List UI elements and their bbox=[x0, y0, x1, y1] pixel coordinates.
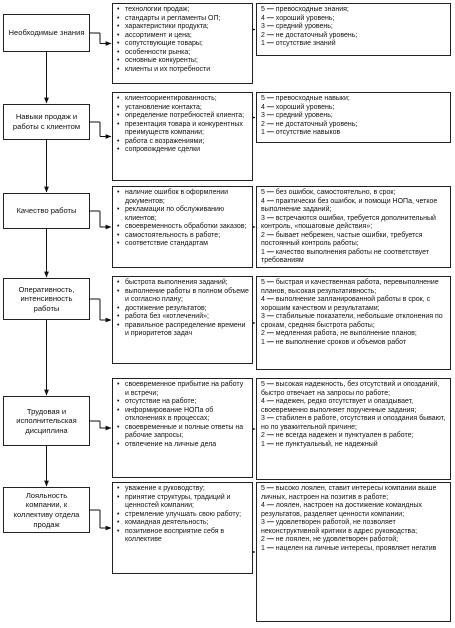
level-item bbox=[261, 189, 447, 198]
levels-box bbox=[256, 482, 451, 622]
level-dash: — bbox=[264, 95, 276, 102]
level-item bbox=[261, 296, 447, 313]
level-item bbox=[261, 232, 447, 249]
level-item bbox=[261, 502, 447, 519]
level-dash: — bbox=[264, 112, 276, 120]
level-item bbox=[261, 398, 447, 415]
level-item bbox=[261, 104, 447, 113]
level-item bbox=[261, 15, 447, 24]
level-score: 4 bbox=[261, 296, 265, 304]
indicator-item: • своевременные и полные ответы на рабочие запросы; bbox=[117, 424, 249, 441]
indicator-item: • отсутствие на работе; bbox=[117, 398, 249, 407]
levels-box bbox=[256, 378, 451, 480]
indicators-box bbox=[112, 482, 253, 574]
level-dash: — bbox=[264, 40, 276, 48]
level-text: не достаточный уровень; bbox=[275, 120, 358, 128]
indicator-item: • стремление улучшать свою работу; bbox=[117, 511, 249, 520]
criterion-box bbox=[3, 193, 90, 229]
level-dash: — bbox=[264, 544, 276, 552]
level-dash: — bbox=[264, 248, 276, 256]
indicator-item: • работа без «котлечений»; bbox=[117, 313, 249, 322]
level-score: 2 bbox=[261, 120, 265, 128]
level-dash: — bbox=[264, 313, 276, 321]
level-text: стабилен в работе, отсутствия и опоздания бывают, но по уважительной причине; bbox=[261, 415, 446, 431]
level-item bbox=[261, 32, 447, 41]
indicator-item: • командная деятельность; bbox=[117, 519, 249, 528]
level-text: удовлетворен работой, не позволяет неконструктивной критики в адрес руководства; bbox=[261, 519, 418, 535]
level-dash: — bbox=[264, 330, 276, 338]
level-dash: — bbox=[264, 120, 276, 128]
level-text: средний уровень; bbox=[275, 112, 333, 120]
indicator-item: • наличие ошибок в оформлении документов; bbox=[117, 189, 249, 206]
level-item bbox=[261, 6, 447, 15]
level-score: 2 bbox=[261, 432, 265, 440]
level-text: превосходные навыки; bbox=[275, 95, 350, 102]
level-dash: — bbox=[264, 502, 276, 510]
level-dash: — bbox=[264, 381, 276, 388]
indicator-item: • своевременность обработки заказов; bbox=[117, 223, 249, 232]
level-dash: — bbox=[264, 296, 276, 304]
indicator-item: • выполнение работы в полном объеме и согласно плану; bbox=[117, 288, 249, 305]
level-dash: — bbox=[264, 231, 276, 239]
level-score: 4 bbox=[261, 398, 265, 406]
level-item bbox=[261, 330, 447, 339]
criterion-box bbox=[3, 396, 90, 446]
level-score: 3 bbox=[261, 214, 265, 222]
level-item bbox=[261, 112, 447, 121]
level-text: стабильные показатели, небольшие отклонения по срокам, средняя быстрота работы; bbox=[261, 313, 443, 329]
level-score: 1 bbox=[261, 129, 265, 137]
level-score: 4 bbox=[261, 14, 265, 22]
level-score: 3 bbox=[261, 519, 265, 527]
indicator-item: • особенности рынка; bbox=[117, 49, 249, 58]
level-text: не пунктуальный, не надежный bbox=[275, 440, 378, 448]
level-score: 5 bbox=[261, 381, 265, 388]
indicator-item: • определение потребностей клиента; bbox=[117, 112, 249, 121]
indicator-item: • самостоятельность в работе; bbox=[117, 232, 249, 241]
level-item bbox=[261, 198, 447, 215]
indicator-item: • сопровождение сделки bbox=[117, 146, 249, 155]
level-dash: — bbox=[264, 214, 276, 222]
indicator-item: • быстрота выполнения заданий; bbox=[117, 279, 249, 288]
level-text: без ошибок, самостоятельно, в срок; bbox=[275, 189, 396, 196]
indicators-box bbox=[112, 3, 253, 84]
criterion-label: Трудовая и исполнительская дисциплина bbox=[16, 406, 77, 435]
indicator-item: • принятие структуры, традиций и ценностей компании; bbox=[117, 494, 249, 511]
level-score: 3 bbox=[261, 112, 265, 120]
level-dash: — bbox=[264, 338, 276, 346]
level-score: 4 bbox=[261, 197, 265, 205]
criterion-box bbox=[3, 487, 90, 533]
level-text: средний уровень; bbox=[275, 23, 333, 31]
indicators-box bbox=[112, 92, 253, 181]
level-dash: — bbox=[264, 103, 276, 111]
level-item bbox=[261, 121, 447, 130]
level-dash: — bbox=[264, 398, 276, 406]
level-item bbox=[261, 313, 447, 330]
indicator-item: • работа с возражениями; bbox=[117, 138, 249, 147]
indicator-item: • сопутствующие товары; bbox=[117, 40, 249, 49]
level-dash: — bbox=[264, 197, 276, 205]
level-text: выполнение запланированной работы в срок, с хорошим качеством и результатами; bbox=[261, 296, 431, 312]
criterion-label: Необходимые знания bbox=[8, 28, 85, 38]
criterion-label: Навыки продаж и работы с клиентом bbox=[12, 112, 81, 131]
level-dash: — bbox=[264, 432, 276, 440]
level-score: 2 bbox=[261, 330, 265, 338]
level-score: 1 bbox=[261, 544, 265, 552]
level-text: превосходные знания; bbox=[275, 6, 349, 13]
level-score: 4 bbox=[261, 103, 265, 111]
level-item bbox=[261, 129, 447, 138]
indicator-item: • правильное распределение времени и приоритетов задач bbox=[117, 322, 249, 339]
level-dash: — bbox=[264, 415, 276, 423]
level-score: 5 bbox=[261, 6, 265, 13]
level-text: практически без ошибок, и помощи НОПа, четкое выполнение заданий; bbox=[261, 197, 438, 214]
level-score: 5 bbox=[261, 279, 265, 286]
level-text: отсутствие знаний bbox=[275, 40, 336, 48]
level-text: нацелен на личные интересы, проявляет негатив bbox=[275, 544, 437, 552]
level-text: хороший уровень; bbox=[275, 14, 335, 22]
levels-box bbox=[256, 92, 451, 143]
level-dash: — bbox=[264, 440, 276, 448]
level-score: 2 bbox=[261, 536, 265, 544]
indicator-item: • характеристики продукта; bbox=[117, 23, 249, 32]
levels-box bbox=[256, 3, 451, 56]
indicator-item: • достижение результатов; bbox=[117, 305, 249, 314]
indicator-item: • информирование НОПа об отклонениях в процессах; bbox=[117, 407, 249, 424]
level-text: высокая надежность, без отсутствий и опозданий, быстро отвечает на запросы по работе; bbox=[261, 381, 440, 397]
level-text: отсутствие навыков bbox=[275, 129, 341, 137]
level-text: встречаются ошибки, требуется дополнительный контроль, «пошаговые действия»; bbox=[261, 214, 436, 231]
indicator-item: • своевременное прибытие на работу и встречи; bbox=[117, 381, 249, 398]
level-item bbox=[261, 432, 447, 441]
indicator-item: • технологии продаж; bbox=[117, 6, 249, 15]
criterion-box bbox=[3, 14, 90, 52]
level-item bbox=[261, 339, 447, 348]
level-dash: — bbox=[264, 485, 276, 492]
level-dash: — bbox=[264, 14, 276, 22]
level-item bbox=[261, 415, 447, 432]
level-dash: — bbox=[264, 279, 276, 286]
indicator-item: • ассортимент и цена; bbox=[117, 32, 249, 41]
level-dash: — bbox=[264, 31, 276, 39]
level-item bbox=[261, 536, 447, 545]
level-item bbox=[261, 441, 447, 450]
indicator-item: • клиенты и их потребности bbox=[117, 66, 249, 75]
indicator-item: • позитивное восприятие себя в коллективе bbox=[117, 528, 249, 545]
indicator-item: • клиентоориентированность; bbox=[117, 95, 249, 104]
level-dash: — bbox=[264, 23, 276, 31]
level-item bbox=[261, 279, 447, 296]
levels-box bbox=[256, 276, 451, 370]
level-item bbox=[261, 95, 447, 104]
indicators-box bbox=[112, 378, 253, 478]
level-score: 5 bbox=[261, 485, 265, 492]
level-text: бывает небрежен, частые ошибки, требуется постоянный контроль работы; bbox=[261, 231, 423, 248]
level-score: 5 bbox=[261, 189, 265, 196]
level-score: 1 bbox=[261, 40, 265, 48]
criterion-label: Лояльность компании, к коллективу отдела продаж bbox=[13, 490, 80, 529]
level-item bbox=[261, 519, 447, 536]
level-score: 5 bbox=[261, 95, 265, 102]
level-text: медленная работа, не выполнение планов; bbox=[275, 330, 417, 338]
levels-box bbox=[256, 186, 451, 268]
level-score: 3 bbox=[261, 415, 265, 423]
level-text: высоко лоялен, ставит интересы компании выше личных, настроен на позитив в работе; bbox=[261, 485, 437, 501]
level-text: лоялен, настроен на достижение командных результатов, разделяет ценности компании; bbox=[261, 502, 422, 518]
level-dash: — bbox=[264, 519, 276, 527]
level-score: 1 bbox=[261, 248, 265, 256]
level-text: хороший уровень; bbox=[275, 103, 335, 111]
level-item bbox=[261, 485, 447, 502]
level-item bbox=[261, 23, 447, 32]
level-dash: — bbox=[264, 189, 276, 196]
indicator-item: • установление контакта; bbox=[117, 104, 249, 113]
level-text: быстрая и качественная работа, перевыполнение планов, высокая результативность; bbox=[261, 279, 439, 295]
indicator-item: • основные конкуренты; bbox=[117, 57, 249, 66]
criterion-box bbox=[3, 278, 90, 320]
indicators-box bbox=[112, 186, 253, 268]
level-score: 2 bbox=[261, 31, 265, 39]
level-item bbox=[261, 545, 447, 554]
indicator-item: • уважение к руководству; bbox=[117, 485, 249, 494]
level-dash: — bbox=[264, 6, 276, 13]
level-score: 2 bbox=[261, 231, 265, 239]
indicators-box bbox=[112, 276, 253, 364]
indicator-item: • соответствие стандартам bbox=[117, 240, 249, 249]
indicator-item: • рекламации по обслуживанию клиентов; bbox=[117, 206, 249, 223]
level-item bbox=[261, 40, 447, 49]
level-dash: — bbox=[264, 129, 276, 137]
level-text: не всегда надежен и пунктуален в работе; bbox=[275, 432, 414, 440]
level-score: 1 bbox=[261, 440, 265, 448]
level-text: не достаточный уровень; bbox=[275, 31, 358, 39]
level-score: 3 bbox=[261, 313, 265, 321]
criterion-label: Оперативность, интенсивность работы bbox=[18, 284, 75, 313]
criterion-label: Качество работы bbox=[16, 206, 77, 216]
level-text: не лоялен, не удовлетворен работой; bbox=[275, 536, 399, 544]
indicator-item: • презентация товара и конкурентных преимуществ компании; bbox=[117, 121, 249, 138]
level-score: 4 bbox=[261, 502, 265, 510]
level-item bbox=[261, 215, 447, 232]
level-text: не выполнение сроков и объемов работ bbox=[275, 338, 407, 346]
level-dash: — bbox=[264, 536, 276, 544]
level-score: 3 bbox=[261, 23, 265, 31]
level-text: качество выполнения работы не соответствует требованиям bbox=[261, 248, 429, 265]
indicator-item: • отвлечение на личные дела bbox=[117, 441, 249, 450]
criterion-box bbox=[3, 104, 90, 140]
level-item bbox=[261, 381, 447, 398]
level-item bbox=[261, 249, 447, 266]
level-score: 1 bbox=[261, 338, 265, 346]
indicator-item: • стандарты и регламенты ОП; bbox=[117, 15, 249, 24]
level-text: надежен, редко отсутствует и опаздывает, своевременно выполняет порученные задания; bbox=[261, 398, 417, 414]
